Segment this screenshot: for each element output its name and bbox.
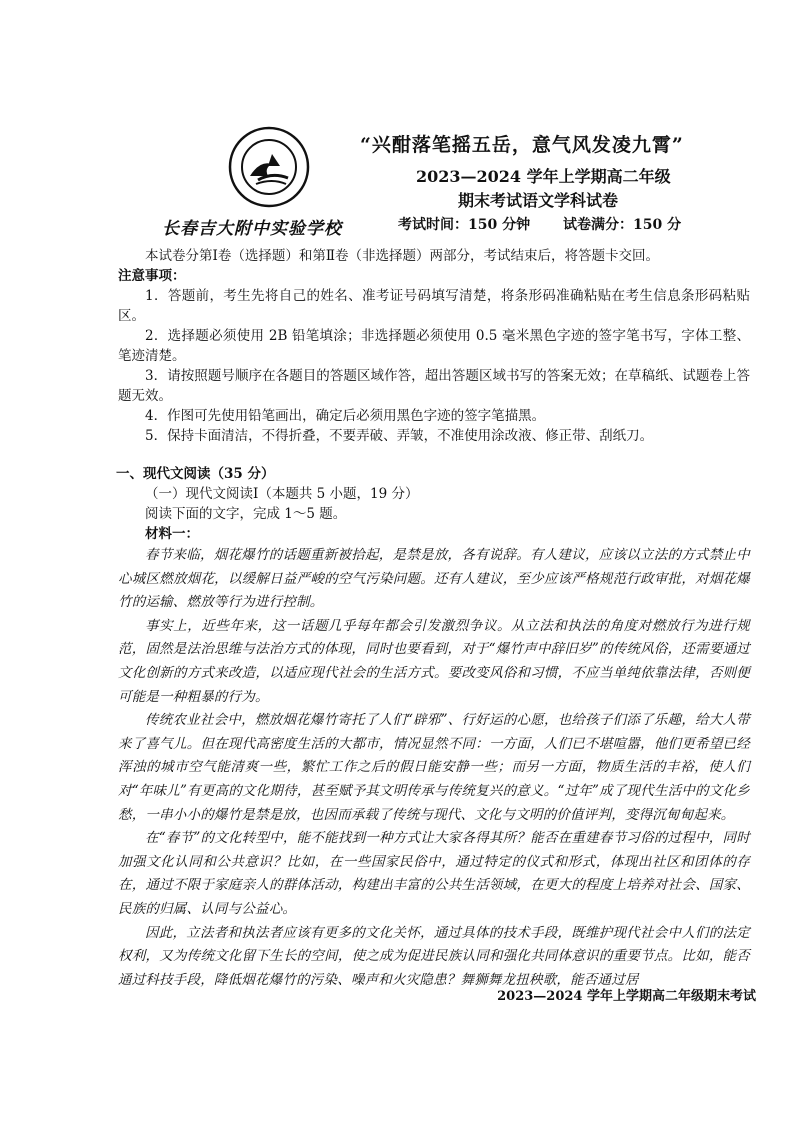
section-title: 一、现代文阅读（35 分） bbox=[116, 466, 275, 482]
passage-paragraph: 传统农业社会中，燃放烟花爆竹寄托了人们“辟邪”、行好运的心愿，也给孩子们添了乐趣，给大人带来了喜气儿。但在现代高密度生活的大都市，情况显然不同：一方面，人们已不堪喧嚣，他们更希望已经浑浊的城市空气能清爽一些，繁忙工作之后的假日能安静一些；而另一方面，物质生活的丰裕，使人们对“年味儿”有更高的文化期待，甚至赋予其文明传承与传统复兴的意义。“过年”成了现代生活中的文化乡愁，一串小小的爆竹是禁是放，也因而承载了传统与现代、文化与文明的价值评判，变得沉甸甸起来。 bbox=[118, 712, 750, 823]
notice-item: 1．答题前，考生先将自己的姓名、准考证号码填写清楚，将条形码准确粘贴在考生信息条形码粘贴区。 bbox=[118, 288, 750, 324]
exam-header bbox=[0, 118, 794, 239]
notice-item: 4．作图可先使用铅笔画出，确定后必须用黑色字迹的签字笔描黑。 bbox=[145, 408, 546, 424]
exam-info bbox=[398, 214, 709, 234]
section-instruction: 阅读下面的文字，完成 1～5 题。 bbox=[145, 506, 347, 522]
passage-paragraph: 春节来临，烟花爆竹的话题重新被拾起，是禁是放，各有说辞。有人建议，应该以立法的方式禁止中心城区燃放烟花，以缓解日益严峻的空气污染问题。还有人建议，至少应该严格规范行政审批，对烟花爆竹的运输、燃放等行为进行控制。 bbox=[118, 547, 750, 611]
passage-paragraph: 在“春节”的文化转型中，能不能找到一种方式让大家各得其所？能否在重建春节习俗的过程中，同时加强文化认同和公共意识？比如，在一些国家民俗中，通过特定的仪式和形式，体现出社区和团体的存在，通过不限于家庭亲人的群体活动，构建出丰富的公共生活领域，在更大的程度上培养对社会、国家、民族的归属、认同与公益心。 bbox=[118, 830, 750, 917]
exam-time: 考试时间：150 分钟 bbox=[398, 217, 531, 233]
page-footer: 2023—2024 学年上学期高二年级期末考试 bbox=[497, 989, 756, 1004]
reading-passage bbox=[118, 544, 750, 992]
notice-item: 2．选择题必须使用 2B 铅笔填涂；非选择题必须使用 0.5 毫米黑色字迹的签字笔书写，字体工整、笔迹清楚。 bbox=[118, 328, 750, 364]
material-label: 材料一： bbox=[145, 526, 199, 542]
intro-text: 本试卷分第Ⅰ卷（选择题）和第Ⅱ卷（非选择题）两部分，考试结束后，将答题卡交回。 bbox=[145, 248, 660, 264]
school-name: 长春吉大附中实验学校 bbox=[162, 219, 342, 239]
notice-title: 注意事项： bbox=[118, 268, 186, 284]
full-score: 试卷满分：150 分 bbox=[562, 217, 682, 233]
exam-title-line1: 2023—2024 学年上学期高二年级 bbox=[416, 167, 671, 186]
school-logo bbox=[228, 126, 310, 208]
exam-title-line2: 期末考试语文学科试卷 bbox=[458, 191, 619, 210]
notice-item: 3．请按照题号顺序在各题目的答题区域作答，超出答题区域书写的答案无效；在草稿纸、试题卷上答题无效。 bbox=[118, 368, 750, 404]
exam-motto: “兴酣落笔摇五岳，意气风发凌九霄” bbox=[360, 134, 684, 156]
notice-item: 5．保持卡面清洁，不得折叠，不要弄破、弄皱，不准使用涂改液、修正带、刮纸刀。 bbox=[145, 428, 654, 444]
passage-paragraph: 因此，立法者和执法者应该有更多的文化关怀，通过具体的技术手段，既维护现代社会中人们的法定权利，又为传统文化留下生长的空间，使之成为促进民族认同和强化共同体意识的重要节点。比如，能否通过科技手段，降低烟花爆竹的污染、噪声和火灾隐患？舞狮舞龙扭秧歌，能否通过居 bbox=[118, 924, 750, 988]
passage-paragraph: 事实上，近些年来，这一话题几乎每年都会引发激烈争议。从立法和执法的角度对燃放行为进行规范，固然是法治思维与法治方式的体现，同时也要看到，对于“爆竹声中辞旧岁”的传统风俗，还需要通过文化创新的方式来改造，以适应现代社会的生活方式。要改变风俗和习惯，不应当单纯依靠法律，否则便可能是一种粗暴的行为。 bbox=[118, 617, 750, 705]
section-subtitle: （一）现代文阅读Ⅰ（本题共 5 小题，19 分） bbox=[145, 486, 419, 502]
exam-body bbox=[118, 246, 750, 992]
